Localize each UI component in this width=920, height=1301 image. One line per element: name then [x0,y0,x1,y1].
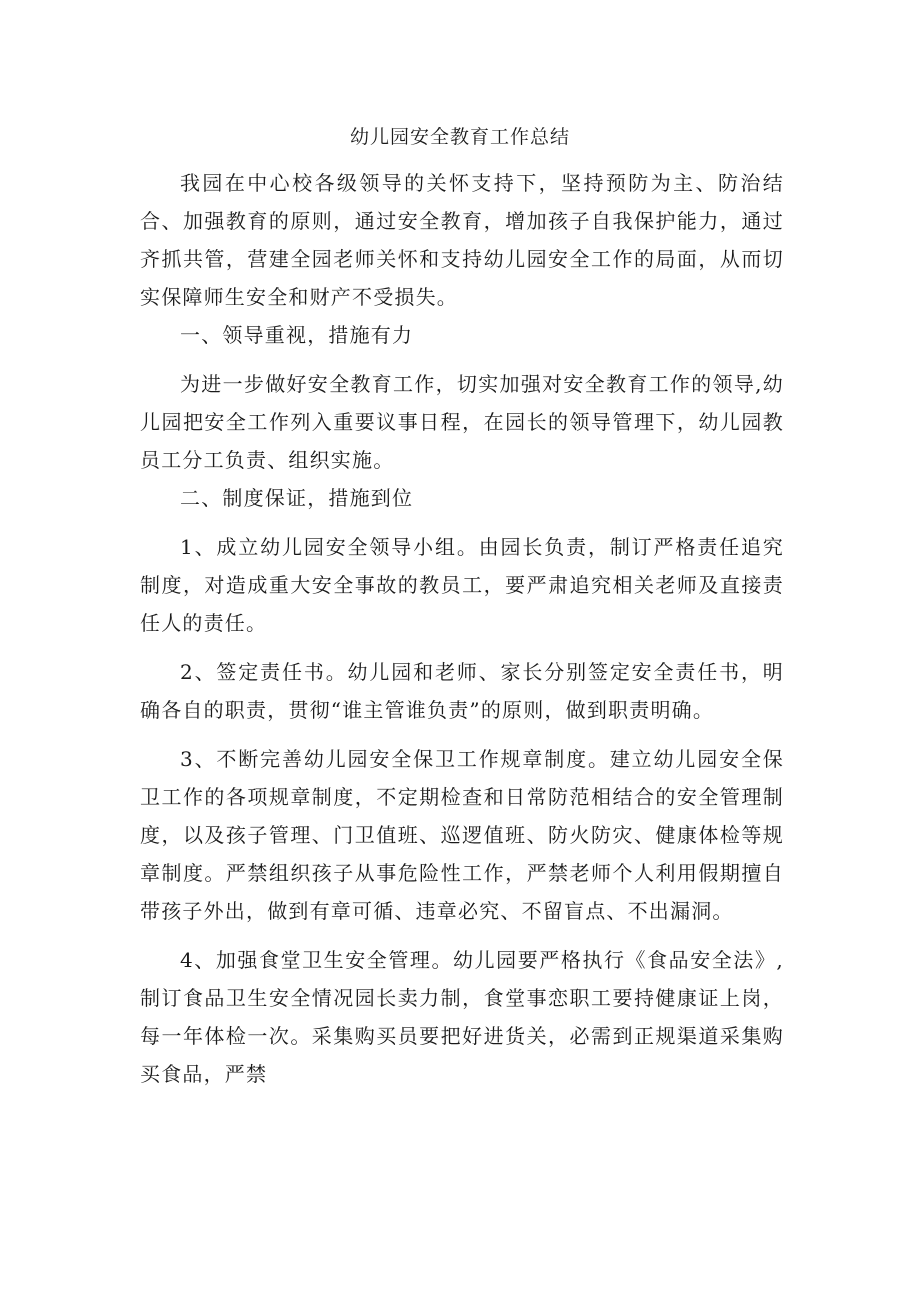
section-heading-1: 一、领导重视，措施有力 [180,323,414,347]
section-heading-2: 二、制度保证，措施到位 [180,486,414,510]
item-3-paragraph: 3、不断完善幼儿园安全保卫工作规章制度。建立幼儿园安全保卫工作的各项规章制度，不定期检查和日常防范相结合的安全管理制度，以及孩子管理、门卫值班、巡逻值班、防火防灾、健康体检等规章制度。严禁组织孩子从事危险性工作，严禁老师个人利用假期擅自带孩子外出，做到有章可循、违章必究、不留盲点、不出漏洞。 [140,747,784,923]
item-2-paragraph: 2、签定责任书。幼儿园和老师、家长分别签定安全责任书，明确各自的职责，贯彻“谁主管谁负责”的原则，做到职责明确。 [140,660,784,722]
document-title: 幼儿园安全教育工作总结 [349,126,570,148]
intro-paragraph: 我园在中心校各级领导的关怀支持下，坚持预防为主、防治结合、加强教育的原则，通过安全教育，增加孩子自我保护能力，通过齐抓共管，营建全园老师关怀和支持幼儿园安全工作的局面，从而切实保障师生安全和财产不受损失。 [140,171,784,309]
document-body [140,164,784,1093]
section-1-paragraph: 为进一步做好安全教育工作，切实加强对安全教育工作的领导,幼儿园把安全工作列入重要议事日程，在园长的领导管理下，幼儿园教员工分工负责、组织实施。 [140,372,784,472]
item-4-paragraph: 4、加强食堂卫生安全管理。幼儿园要严格执行《食品安全法》,制订食品卫生安全情况园长卖力制，食堂事恋职工要持健康证上岗，每一年体检一次。采集购买员要把好进货关，必需到正规渠道采集购买食品，严禁 [140,948,784,1086]
item-1-paragraph: 1、成立幼儿园安全领导小组。由园长负责，制订严格责任追究制度，对造成重大安全事故的教员工，要严肃追究相关老师及直接责任人的责任。 [140,535,784,635]
